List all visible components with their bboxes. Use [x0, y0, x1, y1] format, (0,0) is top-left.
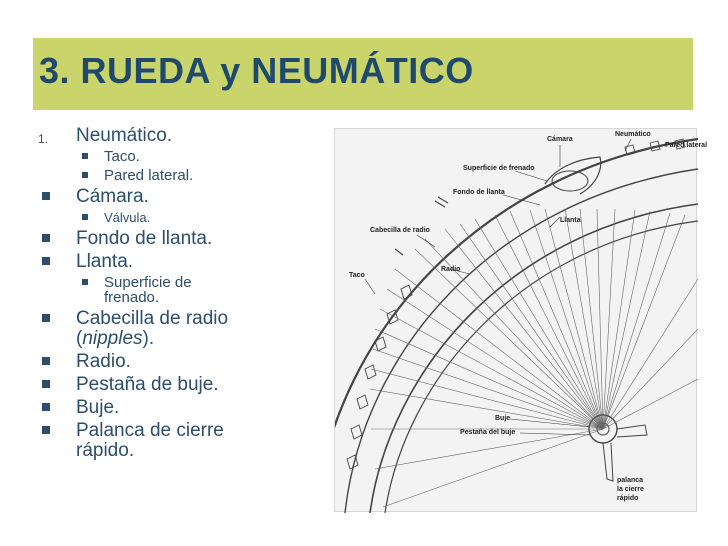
bullet-icon [82, 153, 88, 159]
figure-label-fondo: Fondo de llanta [453, 189, 505, 196]
item-text: Cámara. [76, 186, 149, 207]
list-subitem [36, 275, 286, 305]
item-text: Fondo de llanta. [76, 228, 213, 249]
figure-label-pared: Pared lateral [665, 142, 708, 149]
paren-close: ). [142, 328, 155, 349]
item-text-cont: frenado. [104, 289, 160, 306]
item-text-cont: rápido. [76, 440, 135, 461]
item-text: Pared lateral. [104, 167, 194, 184]
item-text: Radio. [76, 351, 131, 372]
list-item [36, 229, 286, 249]
bullet-icon [42, 192, 50, 200]
bullet-icon [42, 314, 50, 322]
bullet-icon [42, 234, 50, 242]
figure-label-palanca-3: rápido [617, 495, 639, 502]
item-text: Válvula. [104, 210, 151, 225]
list-item [36, 126, 286, 146]
bullet-icon [82, 172, 88, 178]
list-number: 1. [38, 132, 49, 146]
item-text: Cabecilla de radio [76, 308, 229, 329]
list-item [36, 309, 286, 349]
item-text: Pestaña de buje. [76, 374, 219, 395]
bullet-icon [42, 357, 50, 365]
figure-label-cabecilla: Cabecilla de radio [370, 227, 430, 234]
list-subitem [36, 168, 286, 183]
item-text: Buje. [76, 397, 120, 418]
page-title: 3. RUEDA y NEUMÁTICO [39, 50, 474, 91]
list-item [36, 421, 286, 461]
item-text-cont [76, 329, 286, 349]
list-subitem [36, 210, 286, 225]
paren-open: ( [76, 328, 83, 349]
bullet-icon [42, 380, 50, 388]
figure-label-pestana: Pestaña del buje [460, 429, 516, 436]
list-item [36, 252, 286, 272]
figure-label-taco: Taco [349, 272, 365, 279]
figure-label-radio: Radio [441, 266, 461, 273]
list-item [36, 187, 286, 207]
wheel-illustration [334, 128, 708, 512]
bullet-icon [42, 403, 50, 411]
bullet-icon [42, 426, 50, 434]
item-text: Palanca de cierre [76, 420, 224, 441]
italic-term: nipples [82, 328, 143, 349]
figure-label-camara: Cámara [547, 136, 573, 143]
list-subitem [36, 149, 286, 164]
figure-label-llanta: Llanta [560, 217, 581, 224]
item-text: Llanta. [76, 251, 134, 272]
figure-label-superficie: Superficie de frenado [463, 165, 535, 172]
item-text: Superficie de [104, 274, 192, 291]
item-text: Neumático. [76, 125, 173, 146]
figure-label-neumatico: Neumático [615, 131, 651, 138]
wheel-drawing [335, 129, 698, 513]
bullet-icon [82, 279, 88, 285]
bullet-icon [82, 214, 88, 220]
bullet-icon [42, 257, 50, 265]
list-item [36, 352, 286, 372]
item-text: Taco. [104, 148, 140, 165]
list-item [36, 398, 286, 418]
figure-label-palanca-1: palanca [617, 477, 644, 484]
figure-label-palanca-2: la cierre [617, 486, 644, 493]
figure-label-buje: Buje [495, 415, 511, 422]
list-item [36, 375, 286, 395]
bullet-list [36, 126, 286, 464]
